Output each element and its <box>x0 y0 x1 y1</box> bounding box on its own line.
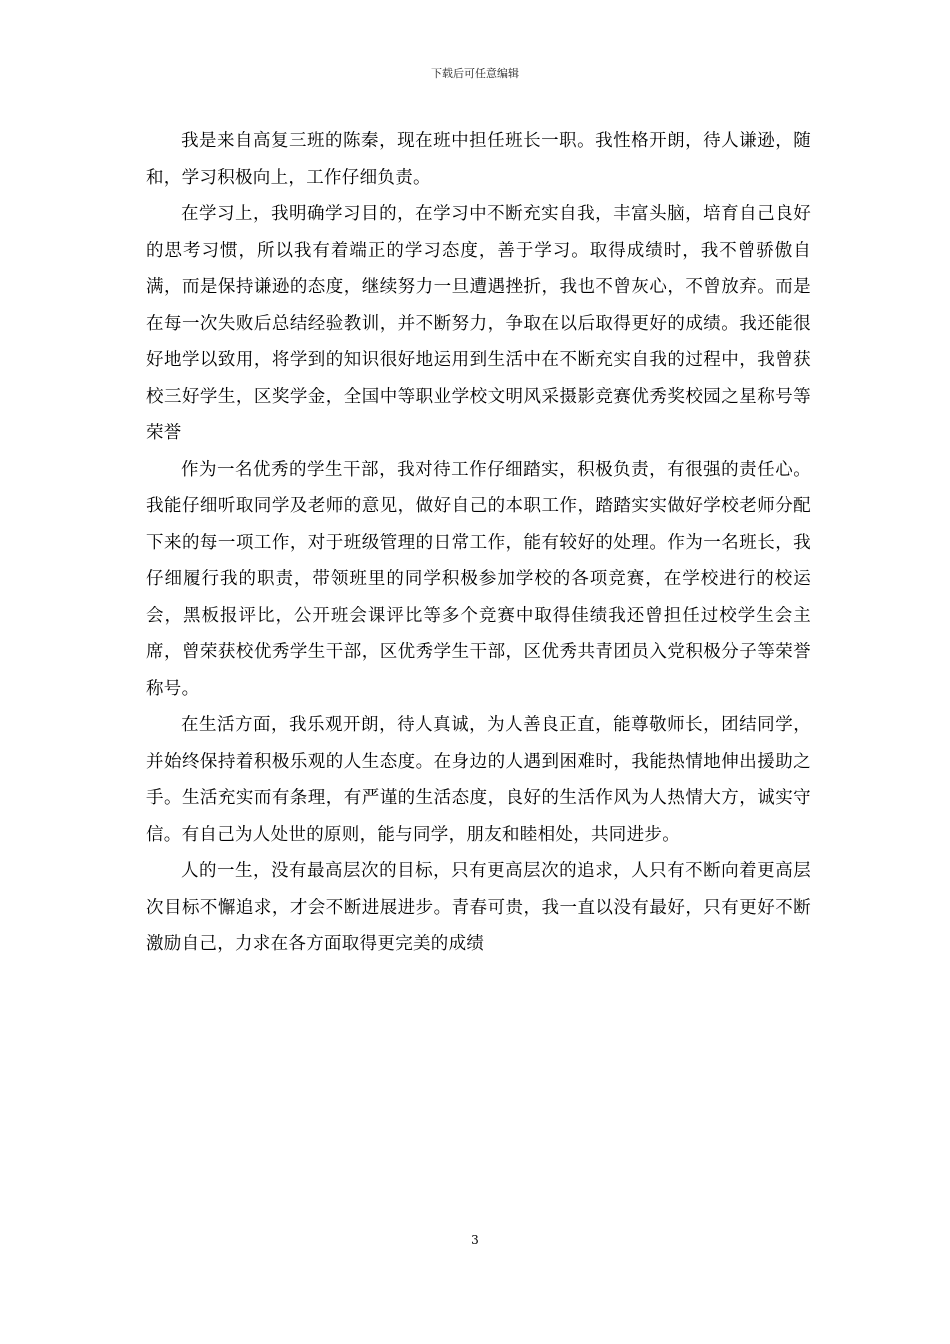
page-number: 3 <box>471 1233 479 1247</box>
paragraph-student-leader: 作为一名优秀的学生干部，我对待工作仔细踏实，积极负责，有很强的责任心。我能仔细听取同学及老师的意见，做好自己的本职工作，踏踏实实做好学校老师分配下来的每一项工作，对于班级管理的日常工作，能有较好的处理。作为一名班长，我仔细履行我的职责，带领班里的同学积极参加学校的各项竞赛，在学校进行的校运会，黑板报评比，公开班会课评比等多个竞赛中取得佳绩我还曾担任过校学生会主席，曾荣获校优秀学生干部，区优秀学生干部，区优秀共青团员入党积极分子等荣誉称号。 <box>146 459 811 699</box>
paragraph-life: 在生活方面，我乐观开朗，待人真诚，为人善良正直，能尊敬师长，团结同学，并始终保持着积极乐观的人生态度。在身边的人遇到困难时，我能热情地伸出援助之手。生活充实而有条理，有严谨的生活态度，良好的生活作风为人热情大方，诚实守信。有自己为人处世的原则，能与同学，朋友和睦相处，共同进步。 <box>146 715 811 845</box>
paragraph-study: 在学习上，我明确学习目的，在学习中不断充实自我，丰富头脑，培育自己良好的思考习惯，所以我有着端正的学习态度，善于学习。取得成绩时，我不曾骄傲自满，而是保持谦逊的态度，继续努力一旦遭遇挫折，我也不曾灰心，不曾放弃。而是在每一次失败后总结经验教训，并不断努力，争取在以后取得更好的成绩。我还能很好地学以致用，将学到的知识很好地运用到生活中在不断充实自我的过程中，我曾获校三好学生，区奖学金，全国中等职业学校文明风采摄影竞赛优秀奖校园之星称号等荣誉 <box>146 204 811 443</box>
document-body <box>146 123 811 963</box>
page-header: 下载后可任意编辑 <box>431 67 519 80</box>
paragraph-conclusion: 人的一生，没有最高层次的目标，只有更高层次的追求，人只有不断向着更高层次目标不懈追求，才会不断进展进步。青春可贵，我一直以没有最好，只有更好不断激励自己，力求在各方面取得更完美的成绩 <box>146 861 811 954</box>
paragraph-introduction: 我是来自高复三班的陈秦，现在班中担任班长一职。我性格开朗，待人谦逊，随和，学习积极向上，工作仔细负责。 <box>146 131 811 188</box>
